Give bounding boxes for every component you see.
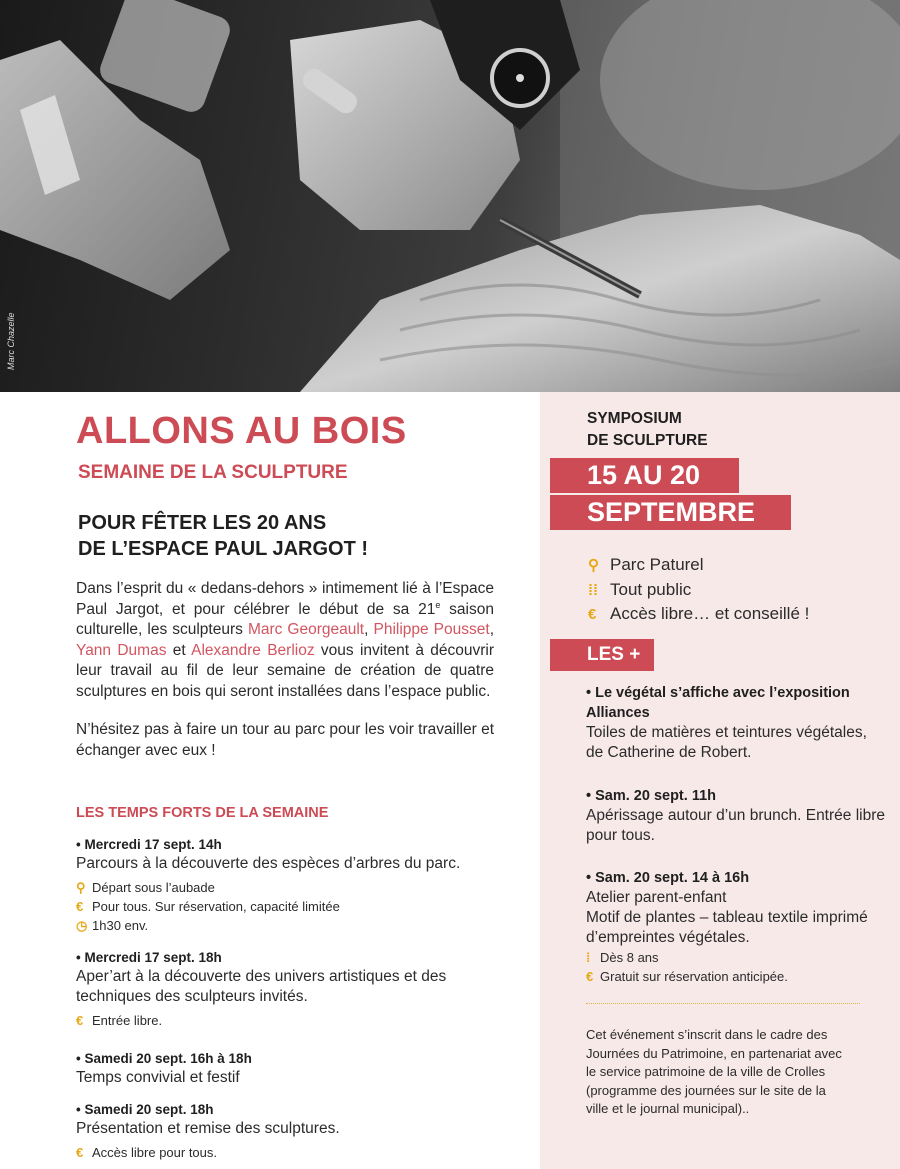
- event-description: Temps convivial et festif: [76, 1069, 240, 1086]
- plus-item-text: Toiles de matières et teintures végétales, de Catherine de Robert.: [586, 724, 867, 761]
- event-description: Présentation et remise des sculptures.: [76, 1120, 340, 1137]
- event-meta-text: 1h30 env.: [92, 918, 149, 933]
- location-pin-icon: ⚲: [588, 557, 599, 574]
- event-meta: [76, 897, 516, 916]
- headline-line-2: DE L’ESPACE PAUL JARGOT !: [78, 538, 369, 560]
- info-text: Parc Paturel: [610, 555, 704, 574]
- event-meta-text: Départ sous l’aubade: [92, 880, 215, 895]
- plus-item-meta: [586, 967, 886, 986]
- event-item: [76, 949, 516, 1030]
- page-subtitle: SEMAINE DE LA SCULPTURE: [78, 462, 348, 483]
- plus-item-title: • Sam. 20 sept. 11h: [586, 788, 717, 804]
- practical-info: [588, 553, 809, 627]
- plus-item: [586, 683, 886, 763]
- intro-paragraph-1: [76, 579, 494, 702]
- info-price: [588, 602, 809, 627]
- divider: [586, 1003, 860, 1004]
- artist-name: Marc Georgeault: [247, 621, 365, 638]
- plus-item: [586, 868, 886, 986]
- plus-item-text: Motif de plantes – tableau textile imprimé d’empreintes végétales.: [586, 909, 868, 946]
- event-meta: [76, 1143, 516, 1162]
- symposium-line-2: DE SCULPTURE: [587, 432, 708, 449]
- event-meta-text: Pour tous. Sur réservation, capacité limitée: [92, 899, 340, 914]
- plus-item-meta: [586, 948, 886, 967]
- intro-text-part: saison culturelle, les sculpteurs: [76, 600, 494, 638]
- clock-icon: ◷: [76, 918, 88, 933]
- artist-name: Yann Dumas: [76, 641, 167, 659]
- headline-line-1: POUR FÊTER LES 20 ANS: [78, 512, 327, 534]
- hero-photo: [0, 0, 900, 392]
- date-band: 15 AU 20: [550, 458, 739, 493]
- info-text: Accès libre… et conseillé !: [610, 604, 810, 623]
- people-icon: ⁞: [586, 950, 591, 965]
- headline: [78, 510, 368, 562]
- plus-item-title: • Le végétal s’affiche avec l’exposition Alliances: [586, 685, 850, 721]
- partnership-note: Cet événement s’inscrit dans le cadre des Journées du Patrimoine, en partenariat avec le service patrimoine de la ville de Crolles (programme des journées sur le site de la ville et le journal municipal)..: [586, 1027, 842, 1116]
- people-icon: ⁞⁞: [588, 581, 598, 599]
- euro-icon: €: [586, 969, 594, 984]
- ordinal-suffix: e: [435, 599, 441, 610]
- event-date: • Samedi 20 sept. 18h: [76, 1102, 214, 1117]
- page-title: ALLONS AU BOIS: [76, 410, 407, 452]
- info-text: Tout public: [610, 579, 692, 599]
- event-meta-text: Accès libre pour tous.: [92, 1145, 218, 1160]
- artist-name: Alexandre Berlioz: [191, 641, 315, 659]
- sidebar: [540, 392, 900, 1169]
- info-audience: [588, 578, 809, 603]
- event-item: [76, 1050, 516, 1088]
- event-meta: [76, 878, 516, 897]
- separator: ,: [364, 621, 374, 638]
- separator: ,: [489, 621, 494, 638]
- section-title: LES TEMPS FORTS DE LA SEMAINE: [76, 805, 329, 821]
- plus-item: [586, 786, 886, 846]
- plus-item-title: • Sam. 20 sept. 14 à 16h: [586, 870, 750, 886]
- artist-name: Philippe Pousset: [373, 621, 490, 638]
- intro-text-part: Dans l’esprit du « dedans-dehors » intimement lié à l’Espace Paul Jargot, et pour célébrer le début de sa 21: [76, 580, 494, 618]
- euro-icon: €: [588, 606, 597, 623]
- event-meta: [76, 916, 516, 935]
- intro-paragraph-2: N’hésitez pas à faire un tour au parc pour les voir travailler et échanger avec eux !: [76, 721, 494, 759]
- euro-icon: €: [76, 1145, 84, 1160]
- euro-icon: €: [76, 899, 84, 914]
- event-description: Parcours à la découverte des espèces d’arbres du parc.: [76, 855, 461, 872]
- event-description: Aper’art à la découverte des univers artistiques et des techniques des sculpteurs invités.: [76, 968, 447, 1005]
- plus-item-text: Apérissage autour d’un brunch. Entrée libre pour tous.: [586, 807, 885, 844]
- event-meta-list: [76, 1011, 516, 1030]
- wood-carving-illustration: [0, 0, 900, 392]
- event-date: • Mercredi 17 sept. 18h: [76, 950, 222, 965]
- event-item: [76, 1101, 516, 1162]
- euro-icon: €: [76, 1013, 84, 1028]
- location-pin-icon: ⚲: [76, 880, 86, 895]
- les-plus-band: LES +: [550, 639, 654, 671]
- plus-item-text: Atelier parent-enfant: [586, 889, 727, 906]
- event-date: • Mercredi 17 sept. 14h: [76, 837, 222, 852]
- plus-meta-text: Gratuit sur réservation anticipée.: [600, 969, 788, 984]
- separator: et: [166, 641, 192, 659]
- info-location: [588, 553, 809, 578]
- event-meta-list: [76, 1143, 516, 1162]
- date-band: SEPTEMBRE: [550, 495, 791, 530]
- symposium-line-1: SYMPOSIUM: [587, 410, 682, 427]
- event-meta: [76, 1011, 516, 1030]
- event-meta-text: Entrée libre.: [92, 1013, 163, 1028]
- event-meta-list: [76, 878, 516, 935]
- intro-text: [76, 579, 494, 761]
- intro-text-part: vous invitent à découvrir leur travail au fil de leur semaine de création de quatre sculptures en bois qui seront installées dans l’espace public.: [76, 641, 495, 700]
- photo-credit: Marc Chazelle: [6, 312, 16, 370]
- plus-meta-text: Dès 8 ans: [600, 950, 659, 965]
- symposium-label: [587, 408, 708, 452]
- event-date: • Samedi 20 sept. 16h à 18h: [76, 1051, 252, 1066]
- event-item: [76, 836, 516, 935]
